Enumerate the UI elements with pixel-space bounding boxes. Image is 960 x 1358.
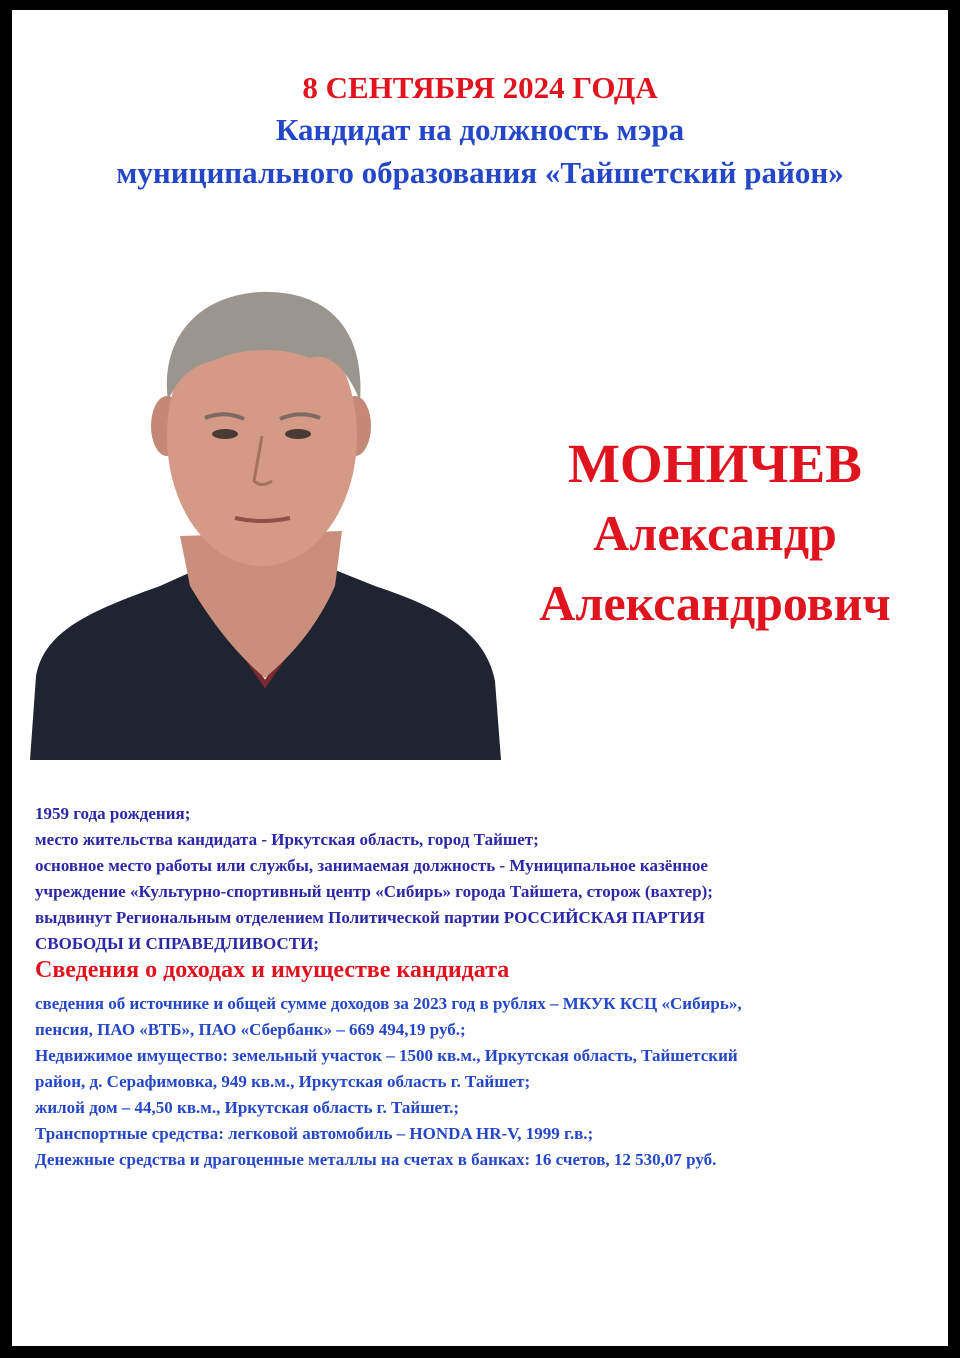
bio-line: основное место работы или службы, занимаемая должность - Муниципальное казённое — [35, 856, 708, 875]
candidate-position-line1: Кандидат на должность мэра — [275, 112, 685, 147]
candidate-first-name: Александр — [593, 505, 837, 561]
bio-line: 1959 года рождения; — [35, 804, 191, 823]
income-details — [35, 991, 935, 1173]
candidate-surname: МОНИЧЕВ — [568, 433, 862, 494]
candidate-patronymic: Александрович — [539, 575, 891, 631]
income-line: Транспортные средства: легковой автомобиль – HONDA HR-V, 1999 г.в.; — [35, 1124, 594, 1143]
income-line: Денежные средства и драгоценные металлы на счетах в банках: 16 счетов, 12 530,07 руб. — [35, 1150, 717, 1169]
income-line: жилой дом – 44,50 кв.м., Иркутская область г. Тайшет.; — [35, 1098, 460, 1117]
income-section-title: Сведения о доходах и имуществе кандидата — [35, 957, 510, 983]
income-line: район, д. Серафимовка, 949 кв.м., Иркутская область г. Тайшет; — [35, 1072, 531, 1091]
candidate-bio — [35, 801, 935, 957]
bio-line: выдвинут Региональным отделением Политической партии РОССИЙСКАЯ ПАРТИЯ — [35, 908, 705, 927]
bio-line: СВОБОДЫ И СПРАВЕДЛИВОСТИ; — [35, 934, 319, 953]
candidate-photo — [30, 286, 501, 760]
income-line: сведения об источнике и общей сумме доходов за 2023 год в рублях – МКУК КСЦ «Сибирь», — [35, 994, 742, 1013]
candidate-position-line2: муниципального образования «Тайшетский район» — [116, 155, 844, 190]
income-line: пенсия, ПАО «ВТБ», ПАО «Сбербанк» – 669 494,19 руб.; — [35, 1020, 466, 1039]
election-date: 8 СЕНТЯБРЯ 2024 ГОДА — [302, 70, 658, 105]
bio-line: место жительства кандидата - Иркутская область, город Тайшет; — [35, 830, 539, 849]
bio-line: учреждение «Культурно-спортивный центр «Сибирь» города Тайшета, сторож (вахтер); — [35, 882, 713, 901]
income-line: Недвижимое имущество: земельный участок – 1500 кв.м., Иркутская область, Тайшетский — [35, 1046, 738, 1065]
